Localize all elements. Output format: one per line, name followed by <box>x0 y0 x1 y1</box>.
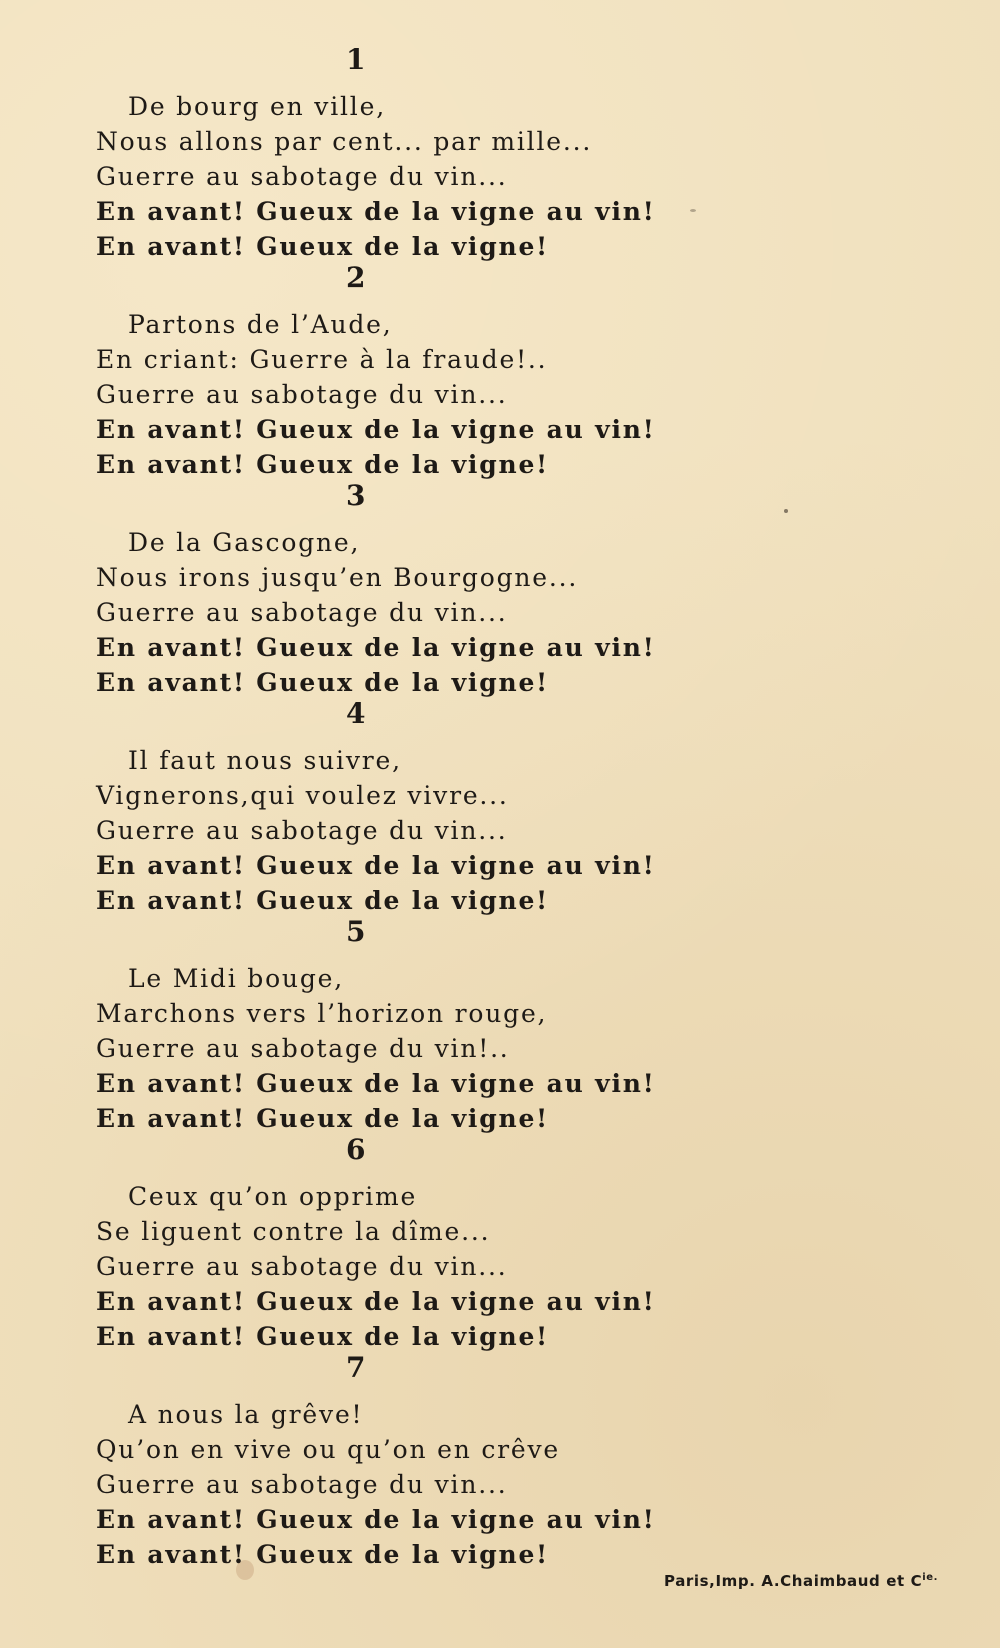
refrain-line: En avant! Gueux de la vigne! <box>96 668 549 697</box>
refrain-line: En avant! Gueux de la vigne! <box>96 1540 549 1569</box>
printer-imprint <box>664 1572 938 1590</box>
verse-line: Guerre au sabotage du vin!.. <box>96 1034 510 1063</box>
refrain-line: En avant! Gueux de la vigne! <box>96 1104 549 1133</box>
verse-line: Vignerons,qui voulez vivre... <box>96 781 509 810</box>
refrain-line: En avant! Gueux de la vigne! <box>96 886 549 915</box>
verse-line: Le Midi bouge, <box>128 964 344 993</box>
imprint-superscript: ie. <box>922 1572 938 1583</box>
verse-line: Se liguent contre la dîme... <box>96 1217 491 1246</box>
verse-line: Nous irons jusqu’en Bourgogne... <box>96 563 579 592</box>
verse-line: Guerre au sabotage du vin... <box>96 380 508 409</box>
stanza-7: 7 A nous la grêve! Qu’on en vive ou qu’on en crêve Guerre au sabotage du vin... En avant! Gueux de la vigne au vin! En avant! Gueux de la vigne! <box>96 1350 716 1568</box>
refrain-line: En avant! Gueux de la vigne! <box>96 232 549 261</box>
song-lyrics <box>96 42 716 1568</box>
imprint-text: Paris,Imp. A.Chaimbaud et C <box>664 1572 923 1590</box>
verse-line: Guerre au sabotage du vin... <box>96 1470 508 1499</box>
verse-line: Guerre au sabotage du vin... <box>96 162 508 191</box>
refrain-line: En avant! Gueux de la vigne au vin! <box>96 1287 656 1316</box>
verse-line: Ceux qu’on opprime <box>128 1182 418 1211</box>
stanza-2: 2 Partons de l’Aude, En criant: Guerre à la fraude!.. Guerre au sabotage du vin... En avant! Gueux de la vigne au vin! En avant! Gueux de la vigne! <box>96 260 716 478</box>
refrain-line: En avant! Gueux de la vigne au vin! <box>96 851 656 880</box>
verse-line: Guerre au sabotage du vin... <box>96 1252 508 1281</box>
stanza-1: 1 De bourg en ville, Nous allons par cent... par mille... Guerre au sabotage du vin... En avant! Gueux de la vigne au vin! En avant! Gueux de la vigne! <box>96 42 716 260</box>
verse-line: Qu’on en vive ou qu’on en crêve <box>96 1435 561 1464</box>
verse-line: De la Gascogne, <box>128 528 361 557</box>
refrain-line: En avant! Gueux de la vigne au vin! <box>96 197 656 226</box>
verse-line: De bourg en ville, <box>128 92 386 121</box>
stanza-4: 4 Il faut nous suivre, Vignerons,qui voulez vivre... Guerre au sabotage du vin... En avant! Gueux de la vigne au vin! En avant! Gueux de la vigne! <box>96 696 716 914</box>
verse-line: Nous allons par cent... par mille... <box>96 127 593 156</box>
refrain-line: En avant! Gueux de la vigne! <box>96 450 549 479</box>
verse-line: Partons de l’Aude, <box>128 310 393 339</box>
stanza-3: 3 De la Gascogne, Nous irons jusqu’en Bourgogne... Guerre au sabotage du vin... En avant! Gueux de la vigne au vin! En avant! Gueux de la vigne! <box>96 478 716 696</box>
verse-line: Guerre au sabotage du vin... <box>96 816 508 845</box>
verse-line: Il faut nous suivre, <box>128 746 402 775</box>
verse-line: Guerre au sabotage du vin... <box>96 598 508 627</box>
refrain-line: En avant! Gueux de la vigne au vin! <box>96 415 656 444</box>
verse-line: En criant: Guerre à la fraude!.. <box>96 345 548 374</box>
stanza-5: 5 Le Midi bouge, Marchons vers l’horizon rouge, Guerre au sabotage du vin!.. En avant! Gueux de la vigne au vin! En avant! Gueux de la vigne! <box>96 914 716 1132</box>
refrain-line: En avant! Gueux de la vigne au vin! <box>96 1505 656 1534</box>
verse-line: Marchons vers l’horizon rouge, <box>96 999 548 1028</box>
stanza-6: 6 Ceux qu’on opprime Se liguent contre la dîme... Guerre au sabotage du vin... En avant! Gueux de la vigne au vin! En avant! Gueux de la vigne! <box>96 1132 716 1350</box>
verse-line: A nous la grêve! <box>128 1400 364 1429</box>
paper-stain <box>784 509 788 513</box>
refrain-line: En avant! Gueux de la vigne au vin! <box>96 633 656 662</box>
refrain-line: En avant! Gueux de la vigne au vin! <box>96 1069 656 1098</box>
refrain-line: En avant! Gueux de la vigne! <box>96 1322 549 1351</box>
